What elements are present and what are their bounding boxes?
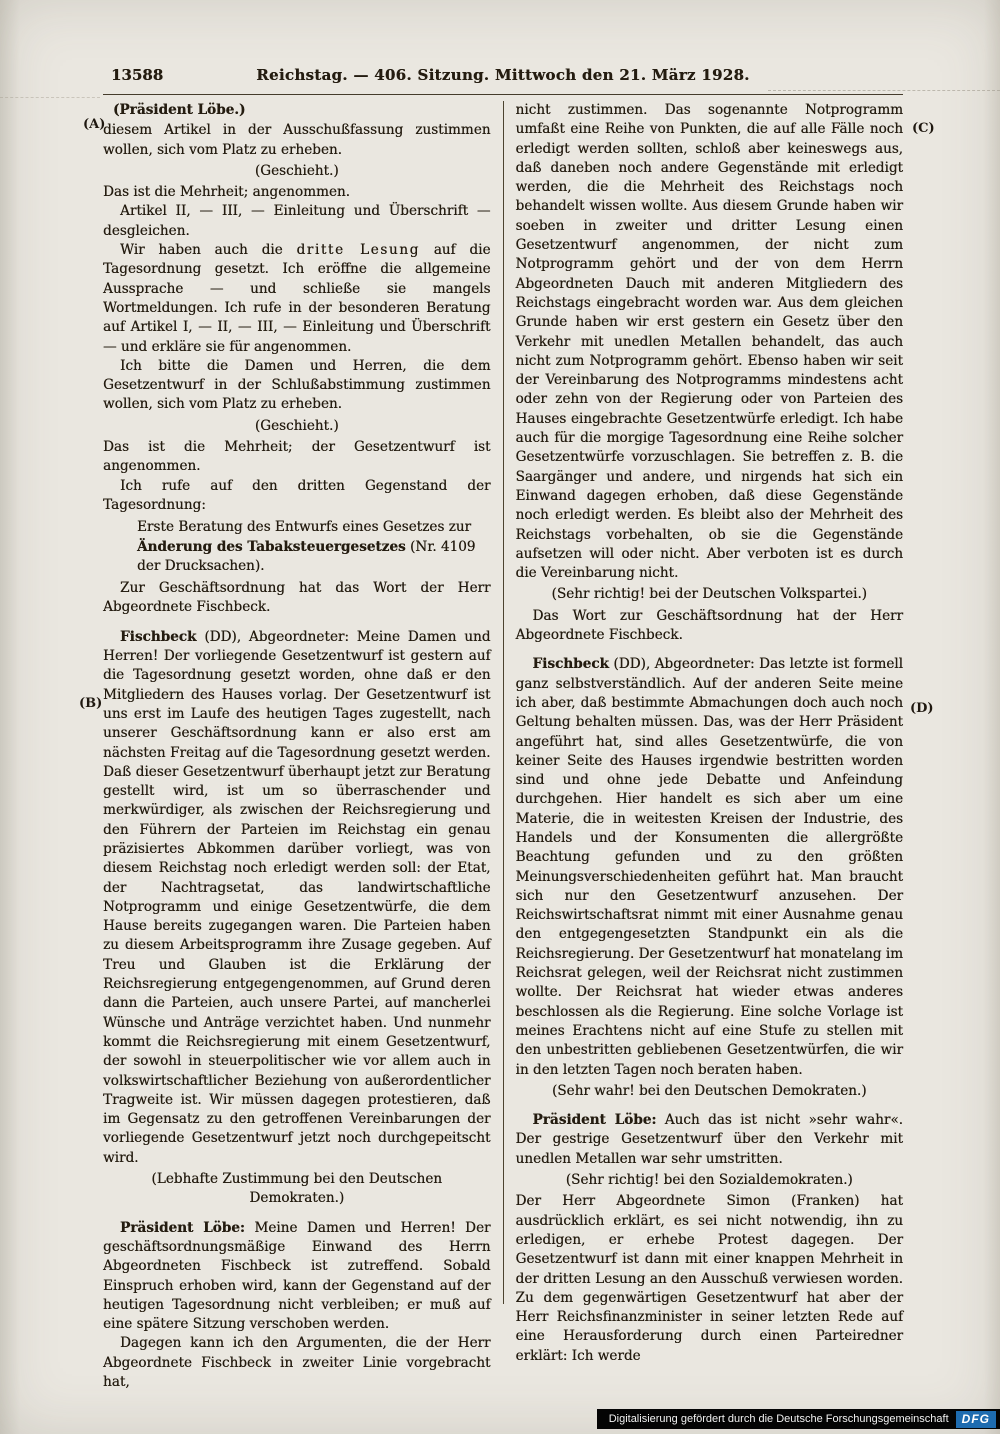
text-run: (DD), Abgeordneter: Meine Damen und Herren! Der vorliegende Gesetzentwurf ist gestern auf die Tagesordnung gesetzt worden, ohne daß er den Mitgliedern des Hauses vorlag. Der Gesetzentwurf ist uns erst im Laufe des heutigen Tages zugestellt, nach unserer Geschäftsordnung kann er also erst am nächsten Freitag auf die Tagesordnung gesetzt werden. Daß dieser Gesetzentwurf überhaupt jetzt zur Beratung gestellt wird, ist um so überraschender und merkwürdiger, als zwischen der Reichsregierung und den Führern der Parteien im Reichstag ein genau präzisiertes Abkommen darüber vorliegt, was von diesem Reichstag noch erledigt werden soll: der Etat, der Nachtragsetat, das landwirtschaftliche Notprogramm und einige Gesetzentwürfe, die dem Hause bereits zugegangen waren. Die Parteien haben zu diesem Arbeitsprogramm ihre Zusage gegeben. Auf Treu und Glauben ist die Erklärung der Reichsregierung entgegengenommen, auf Grund deren dann die Parteien, auch unsere Partei, auf mancherlei Wünsche und Anträge verzichtet haben. Und nunmehr kommt die Reichsregierung mit einem Gesetzentwurf, der sowohl in steuerpolitischer wie vor allem auch in volkswirtschaftlicher Beziehung von außerordentlicher Tragweite ist. Wir müssen dagegen protestieren, daß im Gegensatz zu den getroffenen Vereinbarungen der vorliegende Gesetzentwurf jetzt noch durchgepeitscht wird. <box>103 628 491 1166</box>
digitization-bar <box>597 1409 1000 1429</box>
speech-paragraph <box>103 628 491 1168</box>
stage-direction <box>103 162 491 181</box>
text-run: (Nr. 4109 der Drucksachen). <box>137 538 476 574</box>
text-run: (Präsident Löbe.) <box>113 102 246 118</box>
left-column <box>103 101 503 1392</box>
speech-paragraph <box>103 121 491 160</box>
margin-mark-d: (D) <box>910 701 934 716</box>
stage-direction <box>516 585 904 604</box>
dfg-logo: DFG <box>956 1411 996 1428</box>
text-run: (Geschieht.) <box>254 417 339 434</box>
bold-text: Präsident Löbe: <box>120 1219 245 1236</box>
text-run: Ich bitte die Damen und Herren, die dem Gesetzentwurf in der Schlußabstimmung zustimmen wollen, sich vom Platz zu erheben. <box>103 357 491 413</box>
speech-paragraph <box>516 1192 904 1366</box>
text-run: auf die Tagesordnung gesetzt. Ich eröffne die allgemeine Aussprache — und schließe sie mangels Wortmeldungen. Ich rufe in der besonderen Beratung auf Artikel I, — II, — III, — Einleitung und Überschrift — und erkläre sie für angenommen. <box>103 242 491 355</box>
stage-direction <box>103 417 491 436</box>
text-run: (Sehr richtig! bei der Deutschen Volkspartei.) <box>551 586 867 603</box>
bold-text: Präsident Löbe: <box>532 1112 657 1129</box>
page-header <box>103 66 903 92</box>
text-run: (Sehr wahr! bei den Deutschen Demokraten.) <box>551 1082 867 1099</box>
text-run: dritte Lesung <box>296 242 420 259</box>
right-column <box>504 101 904 1366</box>
margin-mark-a: (A) <box>83 117 106 132</box>
text-run: nicht zustimmen. Das sogenannte Notprogramm umfaßt eine Reihe von Punkten, die auf alle Fälle noch erledigt werden sollten, schloß aber keineswegs aus, daß daneben noch andere Gegenstände mit erledigt werden, die die Mehrheit des Reichstags noch behandelt wissen wollte. Aus diesem Grunde haben wir soeben in zweiter und dritter Lesung einen Gesetzentwurf angenommen, der nicht zum Notprogramm gehört und der von dem Herrn Abgeordneten Dauch mit anderen Mitgliedern des Reichstags eingebracht worden war. Aus dem gleichen Grunde haben wir erst gestern ein Gesetz über den Verkehr mit unedlen Metallen behandelt, das auch nicht zum Notprogramm gehört. Ebenso haben wir seit der Vereinbarung des Notprogramms mindestens acht oder zehn von der Regierung oder von Parteien des Hauses eingebrachte Gesetzentwürfe erledigt. Ich habe auch für die morgige Tagesordnung eine Reihe solcher Gesetzentwürfe vorzuschlagen. Sie betreffen z. B. die Saargänger und andere, und nirgends hat sich ein Einwand dagegen erhoben, daß diese Gegenstände noch erledigt werden. Es bleibt also der Mehrheit des Reichstags vorbehalten, ob sie die Gegenstände aufsetzen will oder nicht. Aber verboten ist es durch die Vereinbarung nicht. <box>515 102 903 582</box>
page-title: Reichstag. — 406. Sitzung. Mittwoch den 21. März 1928. <box>256 66 750 84</box>
speaker-continuation-note <box>103 101 491 120</box>
speech-paragraph <box>103 241 491 357</box>
text-run: diesem Artikel in der Ausschußfassung zustimmen wollen, sich vom Platz zu erheben. <box>103 122 491 158</box>
speech-paragraph <box>103 183 491 202</box>
text-run: Wir haben auch die <box>120 242 297 259</box>
speech-paragraph <box>103 357 491 415</box>
header-rule <box>103 94 903 95</box>
speech-paragraph <box>516 607 904 646</box>
bold-text: Fischbeck <box>532 656 609 673</box>
text-run: (Lebhafte Zustimmung bei den Deutschen Demokraten.) <box>151 1171 443 1207</box>
text-run: Artikel II, — III, — Einleitung und Überschrift — desgleichen. <box>103 203 491 239</box>
bold-text: Fischbeck <box>120 628 197 645</box>
text-run: Der Herr Abgeordnete Simon (Franken) hat ausdrücklich erklärt, es sei nicht notwendig, ihn zu erledigen, er erhebe Protest dagegen. Der Gesetzentwurf ist dann mit einer knappen Mehrheit in der dritten Lesung an den Ausschuß verwiesen worden. Zu dem gegenwärtigen Gesetzentwurf hat aber der Herr Reichsfinanzminister in seiner letzten Rede auf eine Herausforderung durch einen Parteiredner erklärt: Ich werde <box>515 1193 903 1364</box>
speech-paragraph <box>103 202 491 241</box>
text-run: Ich rufe auf den dritten Gegenstand der Tagesordnung: <box>103 477 491 513</box>
content-columns <box>103 101 903 1392</box>
speech-paragraph <box>516 1111 904 1169</box>
digitization-note: Digitalisierung gefördert durch die Deutsche Forschungsgemeinschaft <box>608 1413 949 1425</box>
bold-text: Änderung des Tabaksteuergesetzes <box>137 538 406 555</box>
text-run: Das ist die Mehrheit; der Gesetzentwurf ist angenommen. <box>103 439 491 475</box>
speech-paragraph <box>103 438 491 477</box>
text-run: (DD), Abgeordneter: Das letzte ist formell ganz selbstverständlich. Auf der anderen Seite meine ich aber, daß bestimmte Abmachungen doch auch noch Geltung behalten müssen. Das, was der Herr Präsident angeführt hat, sind alles Gesetzentwürfe, die von keiner Seite des Hauses irgendwie bestritten worden sind und ohne jede Debatte und Anfeindung durchgehen. Hier handelt es sich aber um eine Materie, die in weitesten Kreisen der Industrie, des Handels und der Konsumenten die allergrößte Beachtung gefunden und zu den größten Meinungsverschiedenheiten geführt hat. Man braucht sich nur den Gesetzentwurf anzusehen. Der Reichswirtschaftsrat nimmt mit einer Ausnahme genau den entgegengesetzten Standpunkt ein als die Reichsregierung. Der Gesetzentwurf hat monatelang im Reichsrat gelegen, weil der Reichsrat nicht zustimmen wollte. Der Reichsrat hat wieder etwas anderes beschlossen als die Regierung. Eine solche Vorlage ist meines Erachtens nicht auf eine Stufe zu stellen mit den unbestritten gebliebenen Gesetzentwürfen, die wir in den letzten Tagen noch beraten haben. <box>515 656 903 1078</box>
agenda-item-title <box>137 518 491 576</box>
stage-direction <box>516 1082 904 1101</box>
text-run: Erste Beratung des Entwurfs eines Gesetzes zur <box>137 519 472 536</box>
text-run: Zur Geschäftsordnung hat das Wort der Herr Abgeordnete Fischbeck. <box>103 580 491 616</box>
page-number: 13588 <box>111 66 164 84</box>
margin-mark-b: (B) <box>79 696 103 711</box>
stage-direction <box>103 1170 491 1209</box>
scan-artifact-line <box>768 90 1000 91</box>
speech-paragraph <box>516 655 904 1080</box>
text-run: Dagegen kann ich den Argumenten, die der Herr Abgeordnete Fischbeck in zweiter Linie vorgebracht hat, <box>103 1335 491 1390</box>
scan-artifact-line <box>0 97 100 98</box>
text-run: Auch das ist nicht »sehr wahr«. Der gestrige Gesetzentwurf über den Verkehr mit unedlen Metallen war sehr umstritten. <box>515 1112 904 1167</box>
text-run: Das Wort zur Geschäftsordnung hat der Herr Abgeordnete Fischbeck. <box>515 607 903 644</box>
margin-mark-c: (C) <box>912 121 935 136</box>
speech-paragraph <box>516 101 904 583</box>
speech-paragraph <box>103 1334 491 1392</box>
text-run: (Geschieht.) <box>254 162 339 179</box>
text-run: Meine Damen und Herren! Der geschäftsordnungsmäßige Einwand des Herrn Abgeordneten Fischbeck ist zutreffend. Sobald Einspruch erhoben wird, kann der Gegenstand auf der heutigen Tagesordnung nicht verbleiben; er muß auf eine spätere Sitzung verschoben werden. <box>103 1219 491 1333</box>
speech-paragraph <box>103 579 491 618</box>
speech-paragraph <box>103 1219 491 1335</box>
speech-paragraph <box>103 477 491 516</box>
text-run: Das ist die Mehrheit; angenommen. <box>103 184 350 201</box>
text-run: (Sehr richtig! bei den Sozialdemokraten.) <box>565 1172 853 1189</box>
stage-direction <box>516 1171 904 1190</box>
